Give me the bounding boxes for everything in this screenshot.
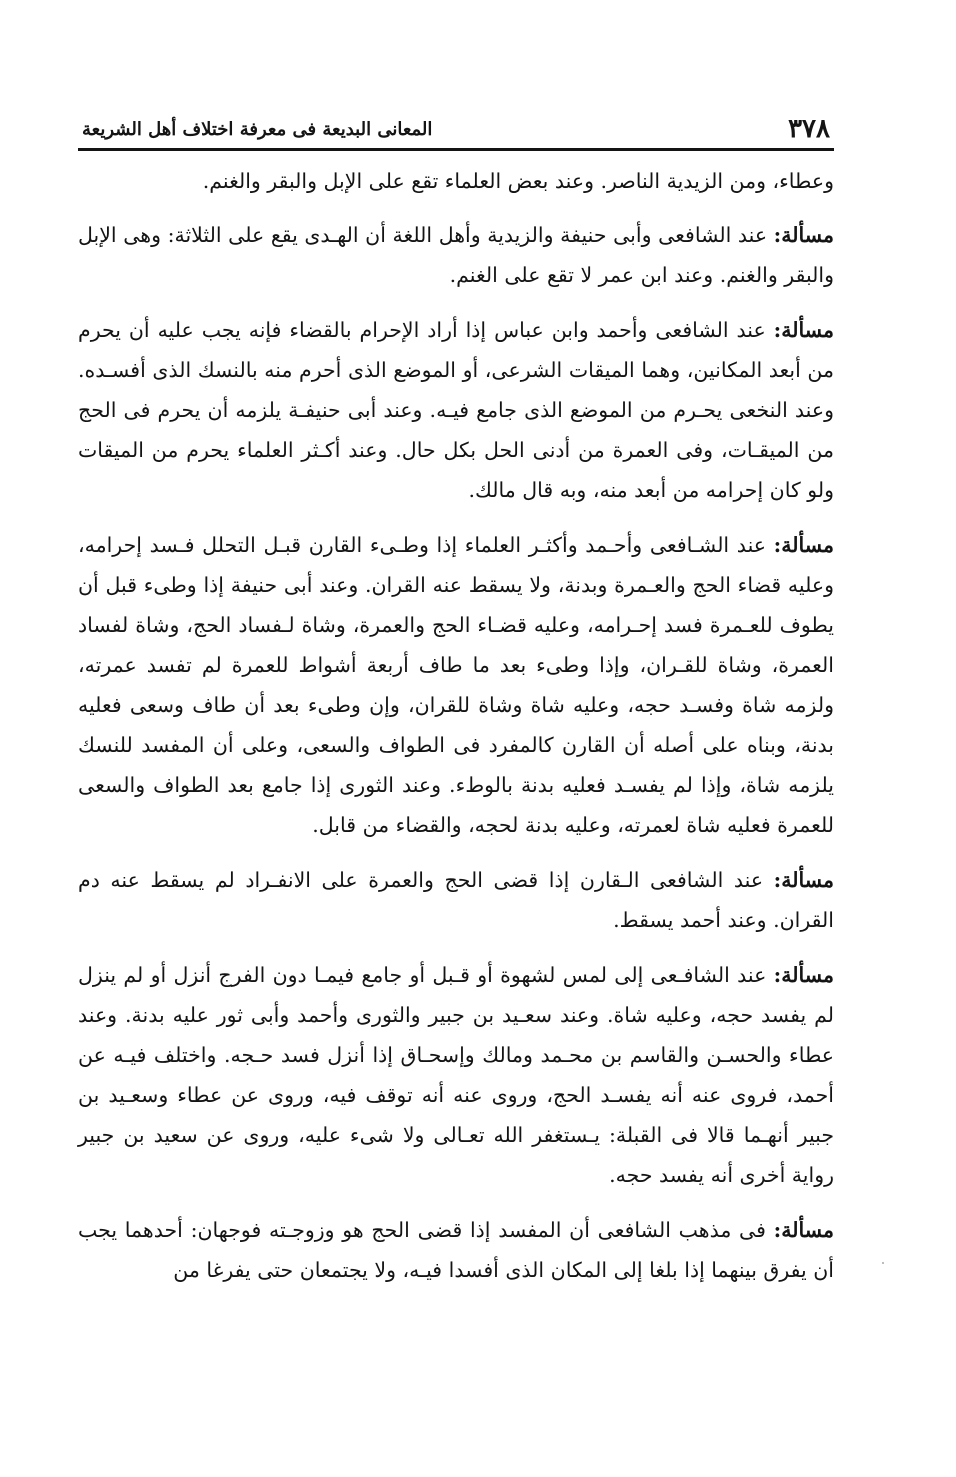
- issue-text: عند الشافعى وأحمد وابن عباس إذا أراد الإحرام بالقضاء فإنه يجب عليه أن يحرم من أبعد المكانين، وهما الميقات الشرعى، أو الموضع الذى أحرم منه بالنسك الذى أفسـده. وعند النخعى يحـرم من الموضع الذى جامع فيـه. وعند أبى حنيفـة يلزمه أن يحرم فى الحج من الميقـات، وفى العمرة من أدنى الحل بكل حال. وعند أكـثر العلماء يحرم من الميقات ولو كان إحرامه من أبعد منه، وبه قال مالك.: [78, 318, 834, 502]
- issue-term: مسألة:: [773, 223, 834, 247]
- issue-text: فى مذهب الشافعى أن المفسد إذا قضى الحج هو وزوجـته فوجهان: أحدهما يجب أن يفرق بينهما إذا بلغا إلى المكان الذى أفسدا فيـه، ولا يجتمعان حتى يفرغا من: [78, 1218, 834, 1282]
- issue-paragraph: [78, 215, 834, 295]
- issue-text: عند الشافعى الـقارن إذا قضى الحج والعمرة على الانفـراد لم يسقط عنه دم القران. وعند أحمد يسقط.: [78, 868, 834, 932]
- issue-paragraph: [78, 860, 834, 940]
- book-title: المعانى البديعة فى معرفة اختلاف أهل الشريعة: [82, 119, 433, 140]
- issue-text: عند الشافعى وأبى حنيفة والزيدية وأهل اللغة أن الهـدى يقع على الثلاثة: وهى الإبل والبقر والغنم. وعند ابن عمر لا تقع على الغنم.: [78, 223, 834, 287]
- issue-paragraph: [78, 310, 834, 510]
- issue-text: عند الشافـعى إلى لمس لشهوة أو قـبل أو جامع فيمـا دون الفرج أنزل أو لم ينزل لم يفسد حجه، وعليه شاة. وعند سعـيد بن جبير والثورى وأحمد وأبى ثور عليه بدنة. وعند عطاء والحسـن والقاسم بن محـمد ومالك وإسحـاق إذا أنزل فسد حـجه. واختلف فيـه عن أحمد، فروى عنه أنه يفسـد الحج، وروى عنه أنه توقف فيه، وروى عن عطاء وسعـيد بن جبير أنهـما قالا فى القبلة: يـستغفر الله تعـالى ولا شىء عليه، وروى عن سعيد بن جبير رواية أخرى أنه يفسد حجه.: [78, 963, 834, 1187]
- issue-term: مسألة:: [773, 963, 834, 987]
- issue-paragraph: [78, 955, 834, 1195]
- issue-term: مسألة:: [773, 533, 834, 557]
- issue-term: مسألة:: [773, 318, 834, 342]
- intro-paragraph: وعطاء، ومن الزيدية الناصر. وعند بعض العلماء تقع على الإبل والبقر والغنم.: [202, 169, 834, 193]
- issue-term: مسألة:: [773, 1218, 834, 1242]
- issue-text: عند الشـافعى وأحـمد وأكثـر العلماء إذا وطـىء القارن قبـل التحلل فـسد إحرامه، وعليه قضاء الحج والعـمرة وبدنة، ولا يسقط عنه القران. وعند أبى حنيفة إذا وطىء قبل أن يطوف للعـمرة فسد إحـرامه، وعليه قضـاء الحج والعمرة، وشاة لـفساد الحج، وشاة لفساد العمرة، وشاة للقـران، وإذا وطىء بعد ما طاف أربعة أشواط للعمرة لم تفسد عمرته، ولزمه شاة وفسـد حجه، وعليه شاة وشاة للقران، وإن وطىء بعد أن طاف وسعى فعليه بدنة، وبناه على أصله أن القارن كالمفرد فى الطواف والسعى، وعلى أن المفسد للنسك يلزمه شاة، وإذا لم يفسـد فعليه بدنة بالوطء. وعند الثورى إذا جامع بعد الطواف والسعى للعمرة فعليه شاة لعمرته، وعليه بدنة لحجه، والقضاء من قابل.: [78, 533, 834, 837]
- issue-term: مسألة:: [773, 868, 834, 892]
- issue-paragraph: [78, 1210, 834, 1290]
- running-head: [78, 110, 834, 144]
- book-page: [78, 110, 834, 1305]
- body-text: [78, 161, 834, 1290]
- issue-paragraph: [78, 525, 834, 845]
- header-rule: [78, 148, 834, 151]
- page-number: ٣٧٨: [788, 114, 830, 144]
- scan-speck: [882, 1262, 884, 1264]
